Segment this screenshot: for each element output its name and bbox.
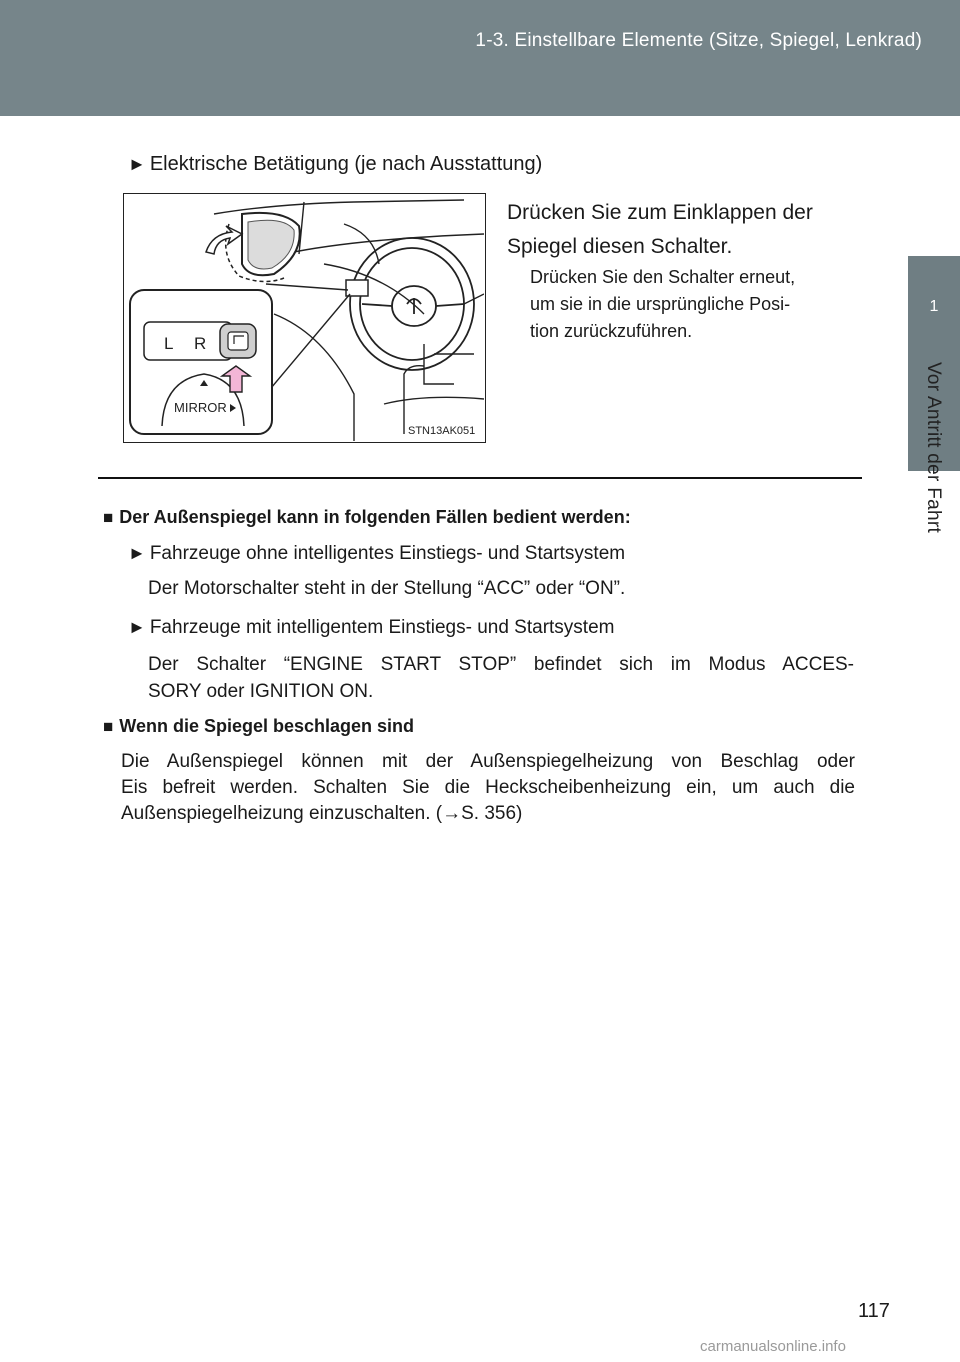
note-line: Drücken Sie den Schalter erneut, [530,267,796,287]
section2-text-suffix[interactable]: S. 356) [461,803,523,824]
switch-label-r: R [194,334,207,353]
side-mirror-icon [226,213,300,282]
dashboard-drawing [124,194,484,441]
section1-item2-heading: Fahrzeuge mit intelligentem Einstiegs- und Startsystem [149,617,615,638]
chapter-number: 1 [929,298,939,315]
section2-text-line-3 [121,801,855,827]
section2-text-line: Die Außenspiegel können mit der Außenspiegelheizung von Beschlag oder [121,751,855,772]
page-ref-arrow-icon: → [442,803,462,824]
section-title: 1-3. Einstellbare Elemente (Sitze, Spiegel, Lenkrad) [475,30,922,51]
instruction [507,196,813,264]
intro-heading-row [128,152,542,176]
page-number: 117 [858,1300,890,1322]
section1-item2-text-line: SORY oder IGNITION ON. [148,681,374,702]
steering-wheel-icon [350,238,474,370]
mirror-switch-illustration [123,193,486,443]
section1-item2-text [148,651,854,705]
square-bullet-icon: ■ [103,508,114,527]
switch-panel-zoom [130,290,272,434]
header-bar [0,0,960,116]
section1-item2-text-line: Der Schalter “ENGINE START STOP” befindet sich im Modus ACCES- [148,654,854,675]
chapter-tab [908,116,960,1362]
instruction-line: Drücken Sie zum Einklappen der [507,201,813,224]
section2-text-prefix: Außenspiegelheizung einzuschalten. ( [121,803,443,824]
section1-item1-heading: Fahrzeuge ohne intelligentes Einstiegs- und Startsystem [149,543,626,564]
instruction-line: Spiegel diesen Schalter. [507,235,733,258]
section2-text-line: Eis befreit werden. Schalten Sie die Heckscheibenheizung ein, um auch die [121,777,855,798]
note-line: tion zurückzuführen. [530,321,693,341]
square-bullet-icon: ■ [103,717,114,736]
triangle-bullet-icon: ► [128,543,146,563]
triangle-bullet-icon: ► [128,617,146,637]
section2-title-row [103,714,414,739]
fold-arrow-icon [206,226,242,254]
figure-code: STN13AK051 [408,425,476,437]
section2-text [121,749,855,827]
section1-item1-text: Der Motorschalter steht in der Stellung “ACC” oder “ON”. [148,578,626,599]
note-line: um sie in die ursprüngliche Posi- [530,294,791,314]
section1-item2-heading-row [128,615,614,640]
triangle-bullet-icon: ► [128,154,146,174]
intro-heading: Elektrische Betätigung (je nach Ausstattung) [149,153,543,175]
note [530,264,856,345]
switch-label-mirror: MIRROR [174,400,227,415]
watermark: carmanualsonline.info [700,1338,846,1355]
chapter-title-container [908,362,960,582]
dash-switch-icon [346,280,368,296]
section2-title: Wenn die Spiegel beschlagen sind [119,716,415,736]
section1-title-row [103,505,631,530]
section-divider [98,477,862,479]
chapter-title: Vor Antritt der Fahrt [923,362,944,534]
section1-item1-heading-row [128,541,625,566]
switch-label-l: L [164,334,174,353]
section1-title: Der Außenspiegel kann in folgenden Fällen bedient werden: [119,507,631,527]
